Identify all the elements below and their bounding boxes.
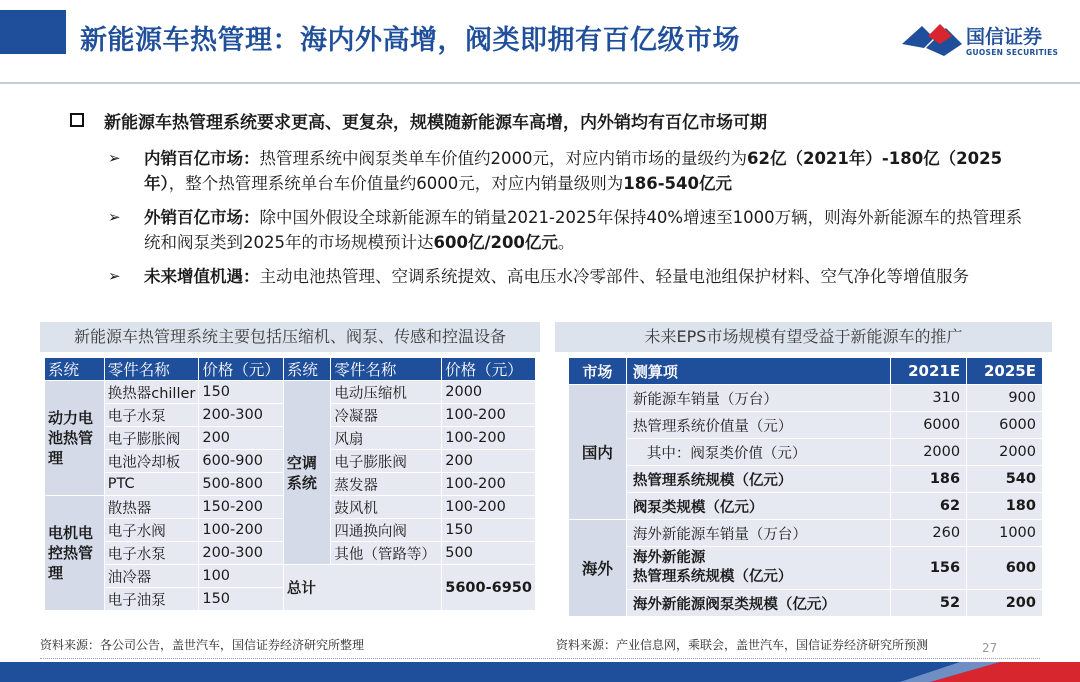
column-header: 市场: [569, 358, 627, 385]
value-2025e: 180: [967, 493, 1043, 520]
price: 100-200: [199, 519, 284, 542]
sub-lead: 内销百亿市场：: [144, 149, 260, 168]
total-value: 5600-6950: [442, 565, 536, 611]
main-bullet: [70, 108, 767, 133]
table-row: [569, 590, 1043, 617]
value-2021e: 310: [891, 385, 967, 412]
value-2021e: 62: [891, 493, 967, 520]
footer-band: [0, 662, 1080, 682]
sub-highlight: 600亿/200亿元: [433, 233, 558, 252]
price: 150: [442, 519, 536, 542]
arrow-bullet-icon: ➢: [108, 208, 121, 226]
column-header: 零件名称: [104, 358, 199, 381]
value-2021e: 156: [891, 547, 967, 590]
part-name: 风扇: [331, 427, 442, 450]
metric-name: 其中：阀泵类价值（元）: [626, 439, 890, 466]
market-size-table: [568, 357, 1043, 617]
part-name: 换热器chiller: [104, 381, 199, 404]
price: 100-200: [442, 473, 536, 496]
part-name: 散热器: [104, 496, 199, 519]
price: 100: [199, 565, 284, 588]
price: 600-900: [199, 450, 284, 473]
table-header-row: [569, 358, 1043, 385]
group-cell: 电机电控热管理: [45, 496, 105, 611]
title-accent-bar: [0, 10, 66, 54]
value-2021e: 52: [891, 590, 967, 617]
table-row: [45, 381, 536, 404]
price: 100-200: [442, 496, 536, 519]
page-number: 27: [982, 641, 998, 655]
total-label: 总计: [283, 565, 441, 611]
value-2025e: 540: [967, 466, 1043, 493]
price: 150: [199, 381, 284, 404]
table-row: [569, 466, 1043, 493]
sub-bullet-domestic: [108, 146, 1028, 196]
part-name: 电子水泵: [104, 404, 199, 427]
part-name: 四通换向阀: [331, 519, 442, 542]
part-name: 电子水阀: [104, 519, 199, 542]
sub-highlight: 62亿（2021年）-180亿（2025年）: [144, 149, 1003, 193]
part-name: 电子水泵: [104, 542, 199, 565]
value-2021e: 186: [891, 466, 967, 493]
part-name: 电动压缩机: [331, 381, 442, 404]
arrow-bullet-icon: ➢: [108, 149, 121, 167]
sub-text: 热管理系统中阀泵类单车价值约2000元，对应内销市场的量级约为: [259, 149, 747, 168]
metric-name: 海外新能源车销量（万台）: [626, 520, 890, 547]
value-2021e: 2000: [891, 439, 967, 466]
sub-lead: 外销百亿市场：: [144, 208, 260, 227]
sub-bullet-future: [108, 264, 1028, 289]
table-row: [569, 385, 1043, 412]
column-header: 系统: [283, 358, 331, 381]
part-name: 鼓风机: [331, 496, 442, 519]
part-name: 冷凝器: [331, 404, 442, 427]
value-2025e: 600: [967, 547, 1043, 590]
header-divider: [0, 82, 1080, 84]
sub-text: 。: [557, 233, 575, 252]
price: 500-800: [199, 473, 284, 496]
table-row: [569, 412, 1043, 439]
part-name: PTC: [104, 473, 199, 496]
footer-divider: [40, 658, 1040, 659]
metric-name: 热管理系统价值量（元）: [626, 412, 890, 439]
group-cell: 国内: [569, 385, 627, 520]
metric-name: 新能源车销量（万台）: [626, 385, 890, 412]
value-2025e: 200: [967, 590, 1043, 617]
main-bullet-text: 新能源车热管理系统要求更高、更复杂，规模随新能源车高增，内外销均有百亿市场可期: [104, 113, 767, 133]
column-header: 价格（元）: [442, 358, 536, 381]
table-row: [569, 520, 1043, 547]
right-table-caption: 未来EPS市场规模有望受益于新能源车的推广: [555, 322, 1052, 352]
thermal-parts-table: [44, 357, 536, 611]
guosen-logo: [900, 18, 1060, 64]
part-name: 油冷器: [104, 565, 199, 588]
price: 100-200: [442, 427, 536, 450]
price: 150: [199, 588, 284, 611]
column-header: 价格（元）: [199, 358, 284, 381]
arrow-bullet-icon: ➢: [108, 267, 121, 285]
sub-bullet-overseas: [108, 205, 1028, 255]
left-table-caption: 新能源车热管理系统主要包括压缩机、阀泵、传感和控温设备: [40, 322, 540, 352]
column-header: 系统: [45, 358, 105, 381]
column-header: 2025E: [967, 358, 1043, 385]
metric-name: 阀泵类规模（亿元）: [626, 493, 890, 520]
logo-text: 国信证券: [966, 26, 1043, 48]
value-2025e: 6000: [967, 412, 1043, 439]
metric-name: 海外新能源阀泵类规模（亿元）: [626, 590, 890, 617]
metric-name: 热管理系统规模（亿元）: [626, 466, 890, 493]
sub-text: ，整个热管理系统单台车价值量约6000元，对应内销量级则为: [168, 174, 624, 193]
value-2025e: 1000: [967, 520, 1043, 547]
table-row: [569, 547, 1043, 590]
metric-line: 热管理系统规模（亿元）: [632, 569, 793, 585]
metric-name: [626, 547, 890, 590]
logo-subtext: GUOSEN SECURITIES: [966, 48, 1059, 57]
left-source-note: 资料来源：各公司公告，盖世汽车，国信证券经济研究所整理: [40, 638, 365, 652]
table-row: [569, 493, 1043, 520]
page-title: 新能源车热管理：海内外高增，阀类即拥有百亿级市场: [80, 25, 740, 56]
value-2021e: 6000: [891, 412, 967, 439]
table-header-row: [45, 358, 536, 381]
price: 2000: [442, 381, 536, 404]
price: 200-300: [199, 404, 284, 427]
group-cell: 空调系统: [283, 381, 331, 565]
sub-highlight: 186-540亿元: [623, 174, 732, 193]
column-header: 零件名称: [331, 358, 442, 381]
part-name: 电子油泵: [104, 588, 199, 611]
part-name: 其他（管路等）: [331, 542, 442, 565]
group-cell: 动力电池热管理: [45, 381, 105, 496]
square-bullet-icon: [70, 113, 84, 127]
table-row: [45, 565, 536, 588]
metric-line: 海外新能源: [632, 550, 706, 566]
part-name: 电池冷却板: [104, 450, 199, 473]
value-2025e: 900: [967, 385, 1043, 412]
price: 500: [442, 542, 536, 565]
column-header: 测算项: [626, 358, 890, 385]
sub-lead: 未来增值机遇：: [144, 267, 260, 286]
value-2025e: 2000: [967, 439, 1043, 466]
group-cell: 海外: [569, 520, 627, 617]
right-source-note: 资料来源：产业信息网，乘联会，盖世汽车，国信证券经济研究所预测: [556, 638, 929, 652]
price: 100-200: [442, 404, 536, 427]
sub-text: 主动电池热管理、空调系统提效、高电压水冷零部件、轻量电池组保护材料、空气净化等增值服务: [259, 267, 969, 286]
part-name: 电子膨胀阀: [331, 450, 442, 473]
part-name: 蒸发器: [331, 473, 442, 496]
price: 200-300: [199, 542, 284, 565]
price: 200: [199, 427, 284, 450]
logo-mark-icon: [900, 18, 964, 58]
table-row: [569, 439, 1043, 466]
part-name: 电子膨胀阀: [104, 427, 199, 450]
price: 150-200: [199, 496, 284, 519]
value-2021e: 260: [891, 520, 967, 547]
column-header: 2021E: [891, 358, 967, 385]
sub-text: 除中国外假设全球新能源车的销量2021-2025年保持40%增速至1000万辆，则海外新能源车的热管理系统和阀泵类到2025年的市场规模预计达: [144, 208, 1023, 252]
price: 200: [442, 450, 536, 473]
